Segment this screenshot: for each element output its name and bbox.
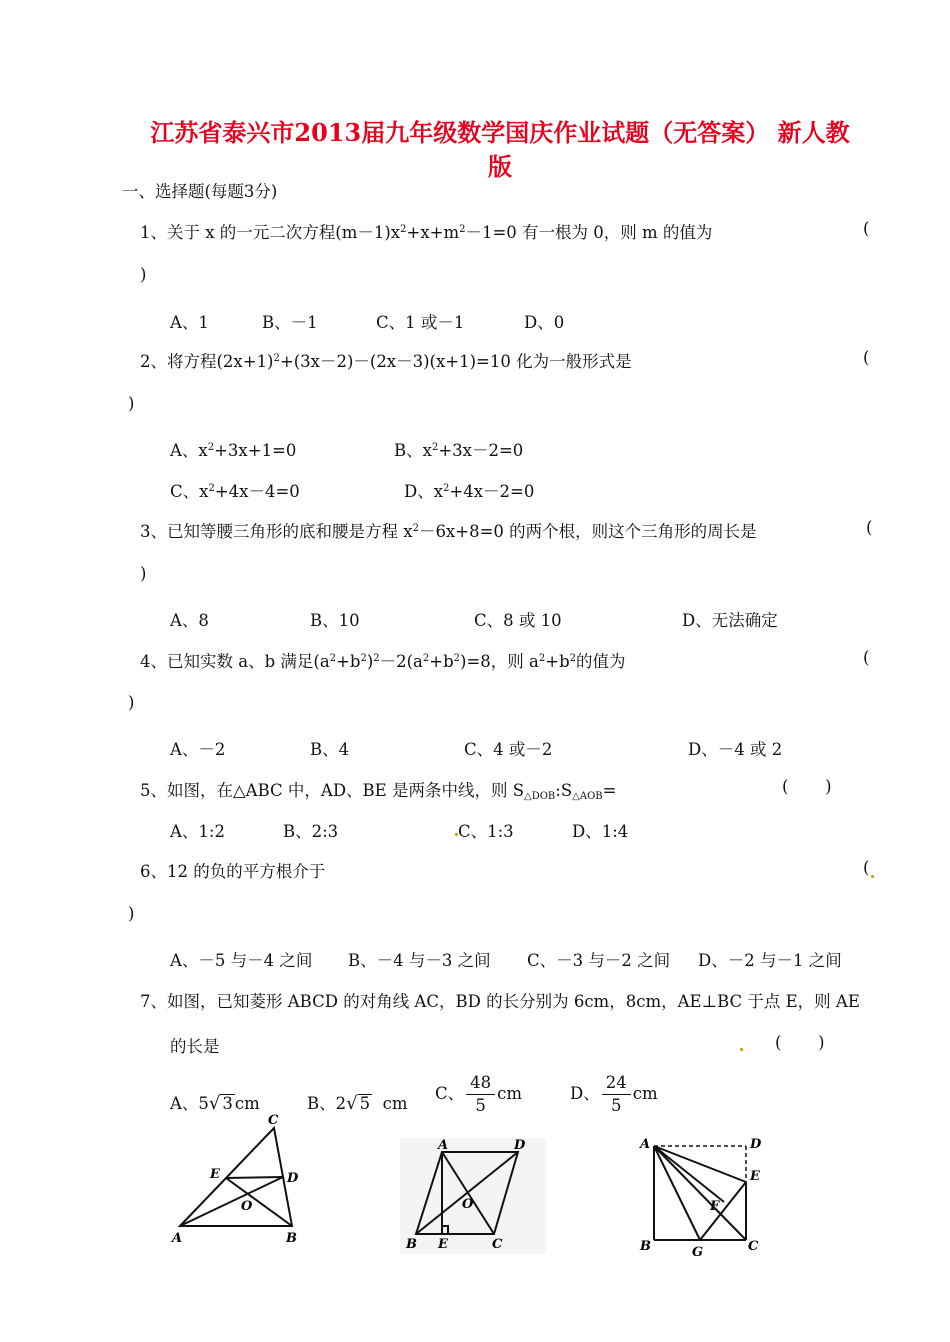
question-6-stem: 6、12 的负的平方根介于 xyxy=(140,862,326,881)
q6-option-d: D、－2 与－1 之间 xyxy=(698,951,842,970)
question-4-stem: 4、已知实数 a、b 满足$(a^2+b^2)^2-2(a^2+b^2)=8$，则 $a^2+b^2$的值为 xyxy=(140,652,626,671)
q7-option-a: A、5√ 3 cm xyxy=(170,1093,260,1114)
q6-option-a: A、－5 与－4 之间 xyxy=(170,951,313,970)
fig3-label-d: D xyxy=(750,1137,762,1152)
answer-paren-close: ) xyxy=(128,693,135,712)
q4-option-a: A、－2 xyxy=(170,740,226,759)
q7-option-d: D、 $\frac{24}{5}$ cm xyxy=(570,1073,658,1115)
answer-parens: ( ) xyxy=(775,1033,825,1052)
q3-option-d: D、无法确定 xyxy=(682,611,778,630)
question-7-stem-line-2: 的长是 xyxy=(170,1037,220,1056)
fig3-label-b: B xyxy=(640,1239,651,1254)
answer-paren-open: ( xyxy=(863,219,870,238)
scan-speck xyxy=(740,1048,743,1051)
fig1-label-a: A xyxy=(172,1231,183,1246)
q4-option-b: B、4 xyxy=(310,740,350,759)
q7-option-b: B、2√ 5 cm xyxy=(307,1093,408,1114)
fig3-label-f: F xyxy=(710,1199,720,1214)
fig2-label-c: C xyxy=(492,1237,503,1252)
fig1-label-c: C xyxy=(268,1113,279,1128)
fig3-label-a: A xyxy=(640,1137,651,1152)
document-title xyxy=(120,116,880,184)
fig2-label-a: A xyxy=(438,1138,449,1153)
figure-rhombus xyxy=(398,1136,548,1256)
q3-option-a: A、8 xyxy=(170,611,209,630)
fig1-label-d: D xyxy=(287,1171,299,1186)
fig2-label-o: O xyxy=(462,1197,474,1212)
q5-option-d: D、1:4 xyxy=(572,822,629,841)
answer-paren-open: ( xyxy=(863,348,870,367)
q3-option-b: B、10 xyxy=(310,611,360,630)
scan-speck xyxy=(455,833,458,836)
title-line-1: 江苏省泰兴市2013届九年级数学国庆作业试题（无答案） 新人教 xyxy=(150,118,850,147)
fig1-label-o: O xyxy=(241,1199,253,1214)
question-2-stem: 2、将方程$(2x+1)^2+(3x-2)-(2x-3)(x+1)=10$ 化为一般形式是 xyxy=(140,352,632,371)
section-heading: 一、选择题(每题3分) xyxy=(122,182,278,201)
q6-option-b: B、－4 与－3 之间 xyxy=(348,951,491,970)
scan-background xyxy=(400,1138,546,1254)
fig2-label-e: E xyxy=(438,1237,448,1252)
question-3-stem: 3、已知等腰三角形的底和腰是方程 $x^2-6x+8=0$ 的两个根，则这个三角形的周长是 xyxy=(140,522,757,541)
answer-paren-close: ) xyxy=(140,564,147,583)
scan-speck xyxy=(871,875,874,878)
question-5-stem: 5、如图，在△ABC 中，AD、BE 是两条中线，则 $S_{\triangle DOB}:S_{\triangle AOB}=$ xyxy=(140,781,617,802)
question-7-stem-line-1: 7、如图，已知菱形 ABCD 的对角线 AC，BD 的长分别为 6cm，8cm，AE⊥BC 于点 E，则 AE xyxy=(140,992,860,1011)
q3-option-c: C、8 或 10 xyxy=(474,611,562,630)
fig3-label-c: C xyxy=(748,1239,759,1254)
q2-option-b: B、$x^2+3x-2=0$ xyxy=(394,441,524,460)
fig3-label-e: E xyxy=(750,1169,760,1184)
q1-option-b: B、－1 xyxy=(262,313,318,332)
answer-paren-close: ) xyxy=(128,394,135,413)
q5-option-c: C、1:3 xyxy=(458,822,514,841)
question-1-stem: 1、关于 x 的一元二次方程$(m-1)x^2+x+m^2-1=0$ 有一根为 0，则 m 的值为 xyxy=(140,223,713,242)
answer-paren-close: ) xyxy=(128,904,135,923)
q2-option-c: C、$x^2+4x-4=0$ xyxy=(170,482,300,501)
q5-option-b: B、2:3 xyxy=(283,822,339,841)
q1-option-a: A、1 xyxy=(170,313,209,332)
q6-option-c: C、－3 与－2 之间 xyxy=(527,951,671,970)
q1-option-d: D、0 xyxy=(524,313,565,332)
figure-triangle-medians xyxy=(168,1112,318,1252)
fig1-label-e: E xyxy=(210,1167,220,1182)
answer-paren-open: ( xyxy=(866,518,873,537)
answer-paren-open: ( xyxy=(863,858,870,877)
q7-option-c: C、 $\frac{48}{5}$ cm xyxy=(435,1073,523,1115)
figure-square-fold xyxy=(636,1130,776,1262)
answer-parens: ( ) xyxy=(782,777,832,796)
q2-option-a: A、$x^2+3x+1=0$ xyxy=(170,441,297,460)
title-line-2: 版 xyxy=(488,152,512,181)
q4-option-c: C、4 或－2 xyxy=(464,740,553,759)
fig1-label-b: B xyxy=(286,1231,297,1246)
fig2-label-d: D xyxy=(514,1138,526,1153)
fig2-label-b: B xyxy=(406,1237,417,1252)
q2-option-d: D、$x^2+4x-2=0$ xyxy=(404,482,535,501)
fig3-label-g: G xyxy=(692,1245,704,1260)
q1-option-c: C、1 或－1 xyxy=(376,313,465,332)
q5-option-a: A、1:2 xyxy=(170,822,225,841)
q4-option-d: D、－4 或 2 xyxy=(688,740,783,759)
answer-paren-close: ) xyxy=(140,265,147,284)
answer-paren-open: ( xyxy=(863,648,870,667)
